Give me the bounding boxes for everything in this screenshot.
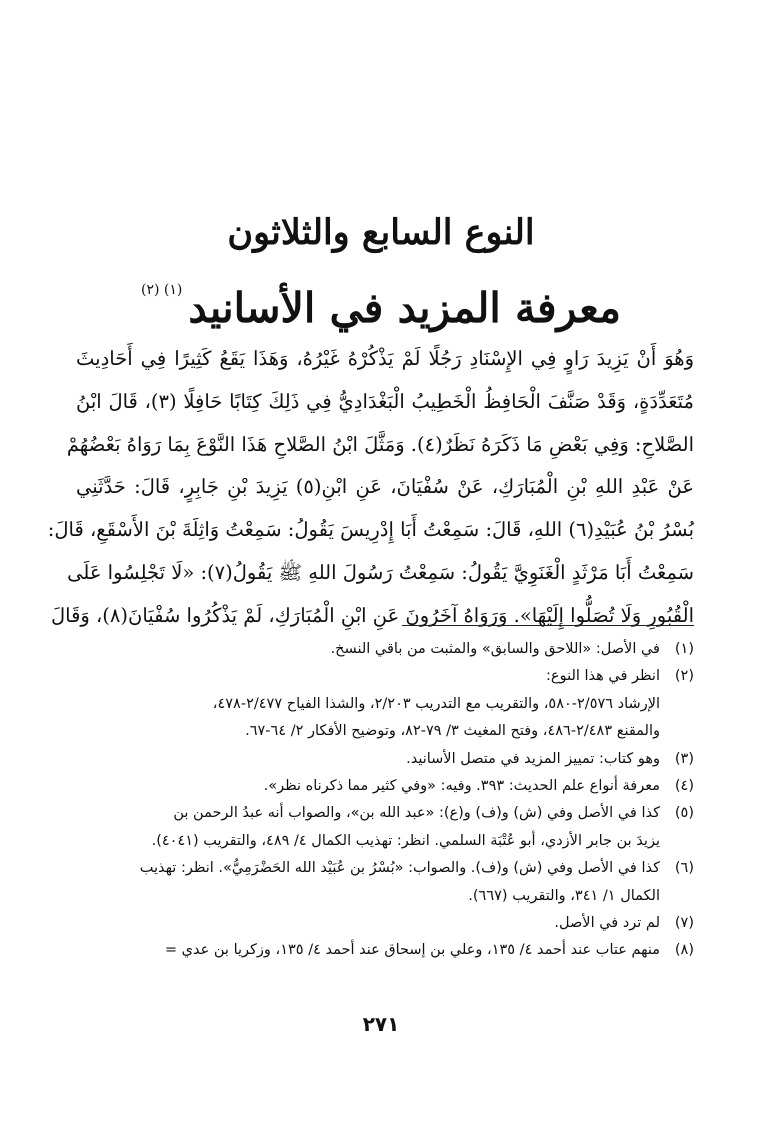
chapter-title [0, 262, 762, 336]
footnote-6 [70, 855, 694, 882]
footnote-text: كذا في الأصل وفي (ش) و(ف). والصواب: «بُسْرُ بن عُبَيْد الله الحَضْرَمِيُّ». انظر: تهذيب [139, 860, 660, 877]
footnote-number: (٢) [674, 668, 694, 685]
body-line: الْقُبُورِ وَلَا تُصَلُّوا إِلَيْهَا». وَرَوَاهُ آخَرُونَ عَنِ ابْنِ الْمُبَارَكِ، لَمْ يَذْكُرُوا سُفْيَانَ(٨)، وَقَالَ [50, 603, 694, 627]
footnote-8 [70, 937, 694, 964]
body-line: الصَّلاحِ: وَفِي بَعْضِ مَا ذَكَرَهُ نَظَرٌ(٤). وَمَثَّلَ ابْنُ الصَّلاحِ هَذَا النَّوْعَ بِمَا رَوَاهُ بَعْضُهُمْ [66, 432, 694, 456]
footnote-2-continued: الإرشاد ٢/٥٧٦-٥٨٠، والتقريب مع التدريب ٢/٢٠٣، والشذا الفياح ٢/٤٧٧-٤٧٨، [212, 695, 660, 712]
footnote-7 [70, 910, 694, 937]
body-line: بُسْرُ بْنُ عُبَيْدِ(٦) اللهِ، قَالَ: سَمِعْتُ أَبَا إِدْرِيسَ يَقُولُ: سَمِعْتُ وَاثِلَةَ بْنَ الأَسْقَعِ، قَالَ: [47, 518, 694, 542]
body-line: مُتَعَدِّدَةٍ، وَقَدْ صَنَّفَ الْحَافِظُ الْخَطِيبُ الْبَغْدَادِيُّ فِي ذَلِكَ كِتَابًا حَافِلًا (٣)، قَالَ ابْنُ [76, 389, 694, 413]
footnote-text: لم ترد في الأصل. [554, 915, 660, 932]
page-number: ٢٧١ [362, 1012, 400, 1036]
footnote-number: (١) [674, 641, 694, 657]
footnote-text: وهو كتاب: تمييز المزيد في متصل الأسانيد. [406, 750, 660, 767]
footnote-3 [70, 746, 694, 773]
footnote-text: منهم عتاب عند أحمد ٤/ ١٣٥، وعلي بن إسحاق عند أحمد ٤/ ١٣٥، وزكريا بن عدي = [164, 942, 660, 959]
footnote-number: (٨) [674, 942, 694, 959]
footnote-number: (٦) [674, 860, 694, 877]
footnote-number: (٣) [674, 750, 694, 767]
body-line: عَنْ عَبْدِ اللهِ بْنِ الْمُبَارَكِ، عَنْ سُفْيَانَ، عَنِ ابْنِ(٥) يَزِيدَ بْنِ جَابِرٍ، قَالَ: حَدَّثَنِي [76, 475, 694, 499]
footnote-text: في الأصل: «اللاحق والسابق» والمثبت من باقي النسخ. [330, 641, 660, 657]
footnote-1 [70, 636, 694, 663]
body-text [47, 338, 694, 638]
footnote-4 [70, 773, 694, 800]
body-line: وَهُوَ أَنْ يَزِيدَ رَاوٍ فِي الإِسْنَادِ رَجُلًا لَمْ يَذْكُرْهُ غَيْرُهُ، وَهَذَا يَقَعُ كَثِيرًا فِي أَحَادِيثَ [76, 347, 694, 370]
footnote-number: (٧) [674, 915, 694, 932]
chapter-title-text: معرفة المزيد في الأسانيد [188, 284, 621, 332]
footnotes [70, 636, 694, 965]
footnote-2-continued: والمقنع ٢/٤٨٣-٤٨٦، وفتح المغيث ٣/ ٧٩-٨٢، وتوضيح الأفكار ٢/ ٦٤-٦٧. [245, 723, 660, 740]
footnote-6-continued: الكمال ١/ ٣٤١، والتقريب (٦٦٧). [468, 887, 660, 904]
chapter-heading: النوع السابع والثلاثون [227, 212, 535, 253]
footnote-divider [402, 625, 694, 626]
footnote-5 [70, 800, 694, 827]
footnote-number: (٥) [674, 805, 694, 822]
chapter-title-footnote-refs: (١) (٢) [141, 282, 183, 298]
body-line: سَمِعْتُ أَبَا مَرْثَدٍ الْغَنَوِيَّ يَقُولُ: سَمِعْتُ رَسُولَ اللهِ ﷺ يَقُولُ(٧): «لَا تَجْلِسُوا عَلَى [67, 560, 694, 584]
footnote-text: كذا في الأصل وفي (ش) و(ف) و(ع): «عبد الله بن»، والصواب أنه عبدُ الرحمن بن [173, 805, 660, 822]
footnote-text: معرفة أنواع علم الحديث: ٣٩٣. وفيه: «وفي كثير مما ذكرناه نظر». [263, 778, 660, 795]
footnote-5-continued: يزيدَ بن جابر الأزدي، أبو عُتْبَة السلمي. انظر: تهذيب الكمال ٤/ ٤٨٩، والتقريب (٤٠٤١). [151, 832, 660, 849]
footnote-number: (٤) [674, 778, 694, 795]
footnote-2 [70, 663, 694, 690]
footnote-text: انظر في هذا النوع: [546, 668, 660, 685]
